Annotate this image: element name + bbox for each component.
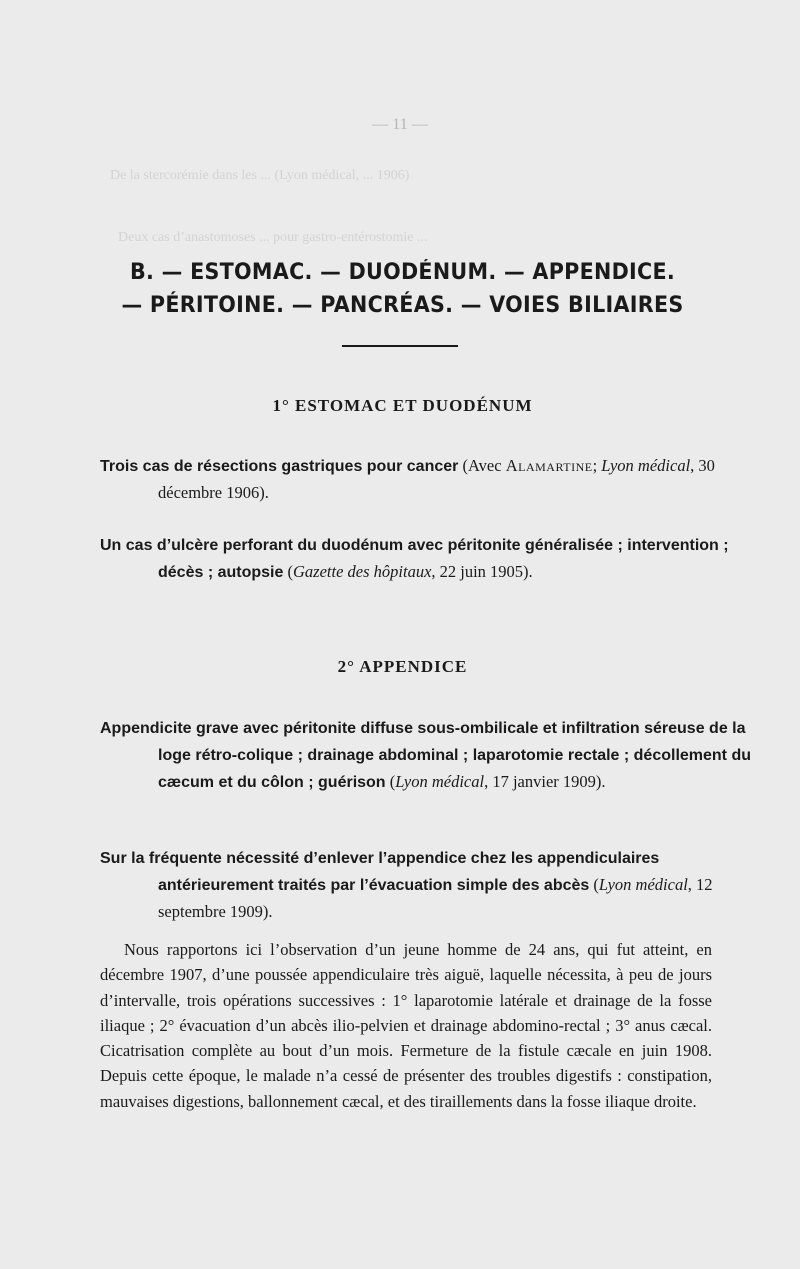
body-paragraph: Nous rapportons ici l’observation d’un jeune homme de 24 ans, qui fut atteint, en décembre 1907, d’une poussée appendiculaire très aiguë, laquelle nécessita, à peu de jours d’intervalle, trois opérations successives : 1° laparotomie latérale et drainage de la fosse iliaque ; 2° évacuation d’un abcès ilio-pelvien et drainage abdomino-rectal ; 3° anus cæcal. Cicatrisation complète au bout d’un mois. Fermeture de la fistule cæcale en juin 1908. Depuis cette époque, le malade n’a cessé de présenter des troubles digestifs : constipation, mauvaises digestions, ballonnement cæcal, et des tiraillements dans la fosse iliaque droite. (100, 940, 712, 1111)
bleed-through-text: Deux cas d’anastomoses ... pour gastro-entérostomie ... (118, 230, 428, 245)
bibliography-entry (100, 715, 768, 796)
bleed-through-text: De la stercorémie dans les ... (Lyon médical, ... 1906) (110, 168, 410, 183)
journal-name: Gazette des hôpitaux (293, 562, 432, 581)
divider-rule (342, 345, 458, 347)
entry-reference: (Lyon médical, 12 septembre 1909). (158, 875, 713, 921)
bibliography-entry (100, 453, 768, 506)
bibliography-entry (100, 532, 768, 586)
entry-title: Appendicite grave avec péritonite diffuse sous-ombilicale et infiltration séreuse de la loge rétro-colique ; drainage abdominal ; laparotomie rectale ; décollement du cæcum et du côlon ; guérison (100, 720, 751, 791)
journal-name: Lyon médical (601, 456, 691, 475)
subsection-heading-estomac: 1° ESTOMAC ET DUODÉNUM (272, 396, 533, 415)
bibliography-entry (100, 845, 768, 925)
subsection-heading-appendice: 2° APPENDICE (337, 657, 468, 676)
journal-name: Lyon médical (395, 772, 485, 791)
author-name: Alamartine (505, 456, 593, 475)
entry-reference: (Avec Alamartine; Lyon médical, 30 décembre 1906). (158, 456, 715, 502)
section-title: B. — ESTOMAC. — DUODÉNUM. — APPENDICE. — PÉRITOINE. — PANCRÉAS. — VOIES BILIAIRES (121, 260, 684, 318)
page-number: — 11 — (372, 116, 428, 133)
entry-title: Trois cas de résections gastriques pour cancer (100, 458, 459, 475)
journal-name: Lyon médical (598, 875, 688, 894)
entry-reference: (Gazette des hôpitaux, 22 juin 1905). (283, 562, 533, 581)
entry-title: Sur la fréquente nécessité d’enlever l’appendice chez les appendiculaires antérieurement traités par l’évacuation simple des abcès (100, 850, 660, 894)
entry-title: Un cas d’ulcère perforant du duodénum avec péritonite généralisée ; intervention ; décès ; autopsie (100, 537, 729, 581)
entry-reference: (Lyon médical, 17 janvier 1909). (385, 772, 606, 791)
